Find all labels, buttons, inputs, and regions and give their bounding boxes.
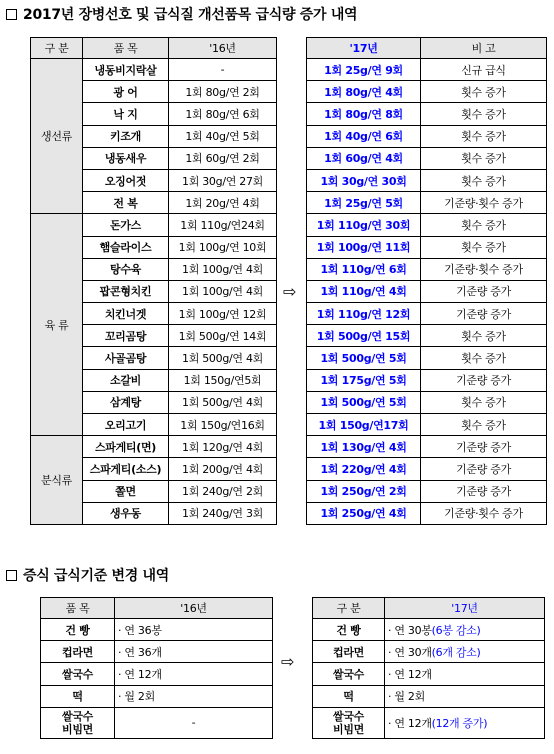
table-row [41, 663, 273, 685]
value-2017-cell: 1회 130g/연 4회 [307, 436, 421, 458]
value-2017-cell: 1회 100g/연 11회 [307, 236, 421, 258]
section1-title: 2017년 장병선호 및 급식질 개선품목 급식량 증가 내역 [6, 4, 357, 24]
note-cell: 횟수 증가 [421, 169, 547, 191]
item-cell: 키조개 [83, 125, 169, 147]
note-cell: 횟수 증가 [421, 147, 547, 169]
items-2017-table [306, 37, 547, 525]
value-2017-cell [385, 707, 545, 738]
table-row [31, 436, 277, 458]
value-2017-cell: 1회 250g/연 4회 [307, 502, 421, 524]
item-cell: 낙 지 [83, 103, 169, 125]
value-2016-cell: 1회 240g/연 2회 [169, 480, 277, 502]
value-2016-cell: · 연 36개 [115, 641, 273, 663]
item-cell: 전 복 [83, 192, 169, 214]
header-category: 구 분 [313, 598, 385, 619]
table-row [313, 707, 545, 738]
value-2017-cell: 1회 175g/연 5회 [307, 369, 421, 391]
note-cell: 횟수 증가 [421, 125, 547, 147]
item-line: 비빔면 [333, 722, 364, 736]
table-row [307, 480, 547, 502]
value-text: · 월 2회 [388, 690, 425, 704]
item-cell: 쫄면 [83, 480, 169, 502]
table-row [41, 707, 273, 738]
note-cell: 횟수 증가 [421, 103, 547, 125]
value-2016-cell: 1회 500g/연 14회 [169, 325, 277, 347]
table-row [31, 214, 277, 236]
right-arrow-icon: ⇨ [283, 282, 297, 301]
table-row [307, 59, 547, 81]
category-cell: 육 류 [31, 214, 83, 436]
value-text: · 연 30개 [388, 645, 432, 659]
item-cell: 생우동 [83, 502, 169, 524]
item-cell: 냉동새우 [83, 147, 169, 169]
table-row [313, 641, 545, 663]
note-cell: 횟수 증가 [421, 414, 547, 436]
table-row [307, 125, 547, 147]
section2-title: 증식 급식기준 변경 내역 [6, 565, 169, 585]
square-bullet-icon [6, 9, 17, 20]
value-2016-cell: 1회 150g/연5회 [169, 369, 277, 391]
header-category: 구 분 [31, 38, 83, 59]
table-row [313, 663, 545, 685]
table-row [307, 103, 547, 125]
item-cell: 컵라면 [41, 641, 115, 663]
note-cell: 횟수 증가 [421, 391, 547, 413]
table-row [307, 414, 547, 436]
value-2017-cell: 1회 220g/연 4회 [307, 458, 421, 480]
items-2016-table [30, 37, 277, 525]
item-cell: 쌀국수 [41, 663, 115, 685]
item-line: 비빔면 [62, 722, 93, 736]
table-row [307, 391, 547, 413]
value-2017-cell: 1회 30g/연 30회 [307, 169, 421, 191]
table-row [307, 369, 547, 391]
value-2016-cell: 1회 80g/연 2회 [169, 81, 277, 103]
change-note: (6개 감소) [431, 645, 481, 659]
item-cell: 꼬리곰탕 [83, 325, 169, 347]
item-cell: 소갈비 [83, 369, 169, 391]
snacks-2016-table [40, 597, 273, 739]
item-cell [41, 707, 115, 738]
table-row [307, 169, 547, 191]
table-row [307, 258, 547, 280]
value-2016-cell: 1회 500g/연 4회 [169, 347, 277, 369]
value-2017-cell: 1회 80g/연 8회 [307, 103, 421, 125]
table-row [307, 325, 547, 347]
value-2016-cell: 1회 20g/연 4회 [169, 192, 277, 214]
table-row [41, 641, 273, 663]
value-2016-cell: 1회 100g/연 10회 [169, 236, 277, 258]
item-cell: 떡 [313, 685, 385, 707]
item-cell: 스파게티(소스) [83, 458, 169, 480]
value-2017-cell: 1회 250g/연 2회 [307, 480, 421, 502]
value-2017-cell: 1회 110g/연 30회 [307, 214, 421, 236]
header-2017: '17년 [385, 598, 545, 619]
note-cell: 기준량·횟수 증가 [421, 192, 547, 214]
change-note: (12개 증가) [431, 716, 488, 730]
table-row [307, 502, 547, 524]
value-2016-cell: 1회 30g/연 27회 [169, 169, 277, 191]
value-2016-cell: · 월 2회 [115, 685, 273, 707]
table-row [307, 192, 547, 214]
item-cell: 탕수육 [83, 258, 169, 280]
value-2016-cell: - [115, 707, 273, 738]
right-arrow-icon: ⇨ [281, 652, 295, 671]
value-text: · 연 30봉 [388, 623, 432, 637]
table-row [307, 347, 547, 369]
item-cell: 냉동비지락살 [83, 59, 169, 81]
value-2017-cell: 1회 60g/연 4회 [307, 147, 421, 169]
value-2017-cell: 1회 500g/연 5회 [307, 347, 421, 369]
note-cell: 기준량 증가 [421, 458, 547, 480]
item-cell: 컵라면 [313, 641, 385, 663]
header-2016: '16년 [169, 38, 277, 59]
item-cell: 사골곰탕 [83, 347, 169, 369]
value-2016-cell: 1회 100g/연 4회 [169, 280, 277, 302]
value-2016-cell: 1회 40g/연 5회 [169, 125, 277, 147]
item-cell [313, 707, 385, 738]
value-2017-cell: 1회 110g/연 4회 [307, 280, 421, 302]
value-2017-cell: 1회 40g/연 6회 [307, 125, 421, 147]
note-cell: 신규 급식 [421, 59, 547, 81]
item-line: 쌀국수 [62, 709, 93, 723]
note-cell: 기준량 증가 [421, 303, 547, 325]
header-item: 품 목 [83, 38, 169, 59]
value-2017-cell: 1회 110g/연 6회 [307, 258, 421, 280]
value-2017-cell [385, 619, 545, 641]
note-cell: 횟수 증가 [421, 347, 547, 369]
item-cell: 떡 [41, 685, 115, 707]
value-2016-cell: 1회 200g/연 4회 [169, 458, 277, 480]
item-cell: 건 빵 [41, 619, 115, 641]
table-row [307, 280, 547, 302]
value-2017-cell [385, 641, 545, 663]
category-cell: 분식류 [31, 436, 83, 525]
table-row [307, 214, 547, 236]
value-2016-cell: - [169, 59, 277, 81]
header-2017: '17년 [307, 38, 421, 59]
value-2017-cell: 1회 25g/연 5회 [307, 192, 421, 214]
note-cell: 횟수 증가 [421, 81, 547, 103]
value-2016-cell: 1회 500g/연 4회 [169, 391, 277, 413]
value-2016-cell: 1회 120g/연 4회 [169, 436, 277, 458]
item-cell: 오리고기 [83, 414, 169, 436]
value-2016-cell: 1회 150g/연16회 [169, 414, 277, 436]
item-cell: 쌀국수 [313, 663, 385, 685]
table-row [41, 619, 273, 641]
note-cell: 횟수 증가 [421, 236, 547, 258]
note-cell: 횟수 증가 [421, 325, 547, 347]
item-cell: 스파게티(면) [83, 436, 169, 458]
value-2017-cell: 1회 80g/연 4회 [307, 81, 421, 103]
item-cell: 햄슬라이스 [83, 236, 169, 258]
value-2017-cell [385, 663, 545, 685]
item-cell: 오징어젓 [83, 169, 169, 191]
value-2016-cell: 1회 60g/연 2회 [169, 147, 277, 169]
note-cell: 기준량 증가 [421, 436, 547, 458]
table-row [307, 303, 547, 325]
item-cell: 팝콘형치킨 [83, 280, 169, 302]
value-2017-cell [385, 685, 545, 707]
header-item: 품 목 [41, 598, 115, 619]
value-2017-cell: 1회 150g/연17회 [307, 414, 421, 436]
note-cell: 기준량·횟수 증가 [421, 258, 547, 280]
header-2016: '16년 [115, 598, 273, 619]
square-bullet-icon [6, 570, 17, 581]
table-row [307, 147, 547, 169]
table-row [307, 236, 547, 258]
value-2017-cell: 1회 500g/연 5회 [307, 391, 421, 413]
value-text: · 연 12개 [388, 716, 432, 730]
value-2017-cell: 1회 25g/연 9회 [307, 59, 421, 81]
table-row [307, 436, 547, 458]
note-cell: 횟수 증가 [421, 214, 547, 236]
value-2016-cell: 1회 110g/연24회 [169, 214, 277, 236]
item-cell: 건 빵 [313, 619, 385, 641]
table-row [41, 685, 273, 707]
item-cell: 돈가스 [83, 214, 169, 236]
snacks-2017-table [312, 597, 545, 739]
item-cell: 광 어 [83, 81, 169, 103]
value-2016-cell: · 연 12개 [115, 663, 273, 685]
value-2016-cell: · 연 36봉 [115, 619, 273, 641]
value-2016-cell: 1회 240g/연 3회 [169, 502, 277, 524]
category-cell: 생선류 [31, 59, 83, 214]
table-row [313, 685, 545, 707]
note-cell: 기준량 증가 [421, 280, 547, 302]
value-2017-cell: 1회 110g/연 12회 [307, 303, 421, 325]
note-cell: 기준량 증가 [421, 480, 547, 502]
value-2016-cell: 1회 100g/연 12회 [169, 303, 277, 325]
item-cell: 치킨너겟 [83, 303, 169, 325]
table-row [31, 59, 277, 81]
value-2016-cell: 1회 100g/연 4회 [169, 258, 277, 280]
value-2016-cell: 1회 80g/연 6회 [169, 103, 277, 125]
header-note: 비 고 [421, 38, 547, 59]
table-row [307, 458, 547, 480]
item-line: 쌀국수 [333, 709, 364, 723]
table-row [307, 81, 547, 103]
table-row [313, 619, 545, 641]
item-cell: 삼계탕 [83, 391, 169, 413]
change-note: (6봉 감소) [431, 623, 481, 637]
value-2017-cell: 1회 500g/연 15회 [307, 325, 421, 347]
note-cell: 기준량 증가 [421, 369, 547, 391]
note-cell: 기준량·횟수 증가 [421, 502, 547, 524]
value-text: · 연 12개 [388, 667, 432, 681]
